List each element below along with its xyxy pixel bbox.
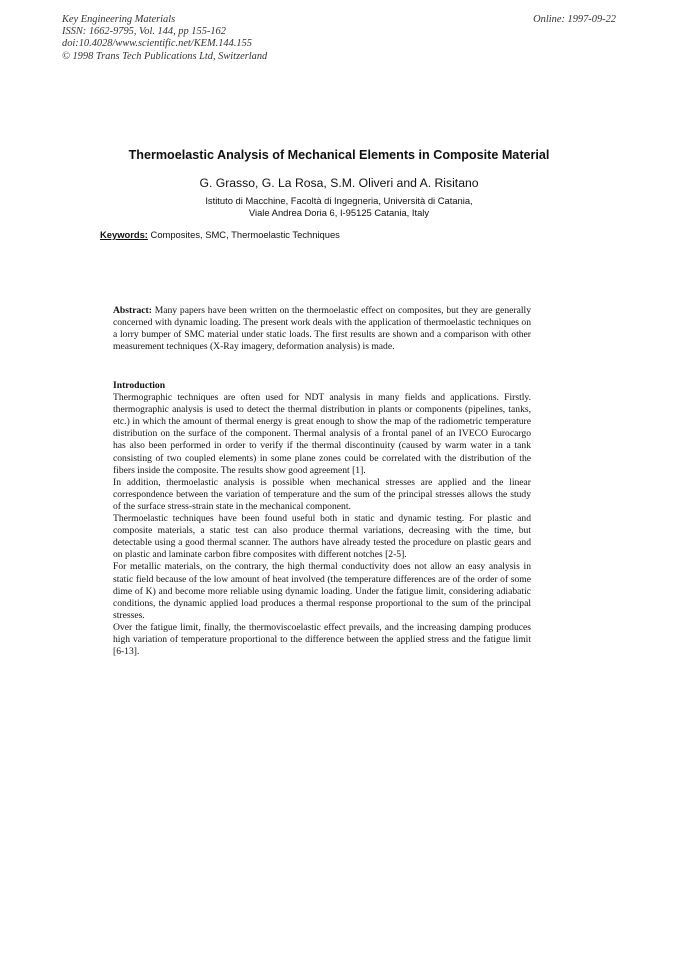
intro-paragraph: Thermoelastic techniques have been found useful both in static and dynamic testing. For plastic and composite materials, a static test can also produce thermal variations, decreasing with the time, but detectable using a good thermal scanner. The authors have already tested the procedure on plastic gears and on plastic and laminate carbon fibre composites with different notches [2-5]. — [113, 513, 531, 561]
journal-name: Key Engineering Materials — [62, 14, 176, 25]
copyright-line: © 1998 Trans Tech Publications Ltd, Switzerland — [62, 50, 268, 62]
paper-title: Thermoelastic Analysis of Mechanical Elements in Composite Material — [128, 148, 550, 162]
introduction-heading: Introduction — [113, 380, 166, 391]
abstract-label: Abstract: — [113, 305, 152, 316]
issn-line: ISSN: 1662-9795, Vol. 144, pp 155-162 — [62, 26, 226, 38]
keywords-label: Keywords: — [100, 229, 148, 240]
journal-header — [62, 14, 267, 63]
abstract-text: Many papers have been written on the thermoelastic effect on composites, but they are generally concerned with dynamic loading. The present work deals with the application of thermoelastic techniques on a lorry bumper of SMC material under static loads. The first results are shown and a comparison with other measurement techniques (X-Ray imagery, deformation analysis) is made. — [113, 305, 531, 353]
affiliation — [0, 195, 678, 219]
online-date: Online: 1997-09-22 — [533, 14, 616, 25]
keywords — [100, 229, 340, 240]
intro-paragraph: Thermographic techniques are often used for NDT analysis in many fields and applications. Firstly. thermographic analysis is used to detect the thermal distribution in plants or components (pipelines, tanks, etc.) in which the amount of thermal energy is great enough to show the map of the radiometric temperature distribution on the surface of the component. Thermal analysis of a frontal panel of an IVECO Eurocargo has also been performed in order to verify if the thermal discontinuity (caused by warm water in a tank consisting of two coupled elements) in some plane zones could be correlated with the distribution of the fibers inside the composite. The results show good agreement [1]. — [113, 392, 531, 476]
doi-line: doi:10.4028/www.scientific.net/KEM.144.155 — [62, 38, 252, 50]
abstract — [113, 305, 531, 353]
affiliation-line-1: Istituto di Macchine, Facoltà di Ingegneria, Università di Catania, — [205, 195, 473, 206]
paper-authors: G. Grasso, G. La Rosa, S.M. Oliveri and A. Risitano — [199, 176, 479, 190]
intro-paragraph: In addition, thermoelastic analysis is possible when mechanical stresses are applied and the linear correspondence between the variation of temperature and the sum of the principal stresses allows the study of the surface stress-strain state in the mechanical component. — [113, 476, 531, 512]
intro-paragraph: For metallic materials, on the contrary, the high thermal conductivity does not allow an easy analysis in static field because of the low amount of heat involved (the temperature differences are of the order of some dime of K) and become more reliable using dynamic loading. Under the fatigue limit, considering adiabatic conditions, the dynamic applied load produces a thermal response proportional to the sum of the principal stresses. — [113, 561, 531, 621]
affiliation-line-2: Viale Andrea Doria 6, I-95125 Catania, Italy — [248, 207, 430, 219]
intro-paragraph: Over the fatigue limit, finally, the thermoviscoelastic effect prevails, and the increasing damping produces high variation of temperature proportional to the difference between the applied stress and the fatigue limit [6-13]. — [113, 621, 531, 658]
keywords-text: Composites, SMC, Thermoelastic Techniques — [147, 229, 340, 240]
introduction-section — [113, 380, 531, 658]
